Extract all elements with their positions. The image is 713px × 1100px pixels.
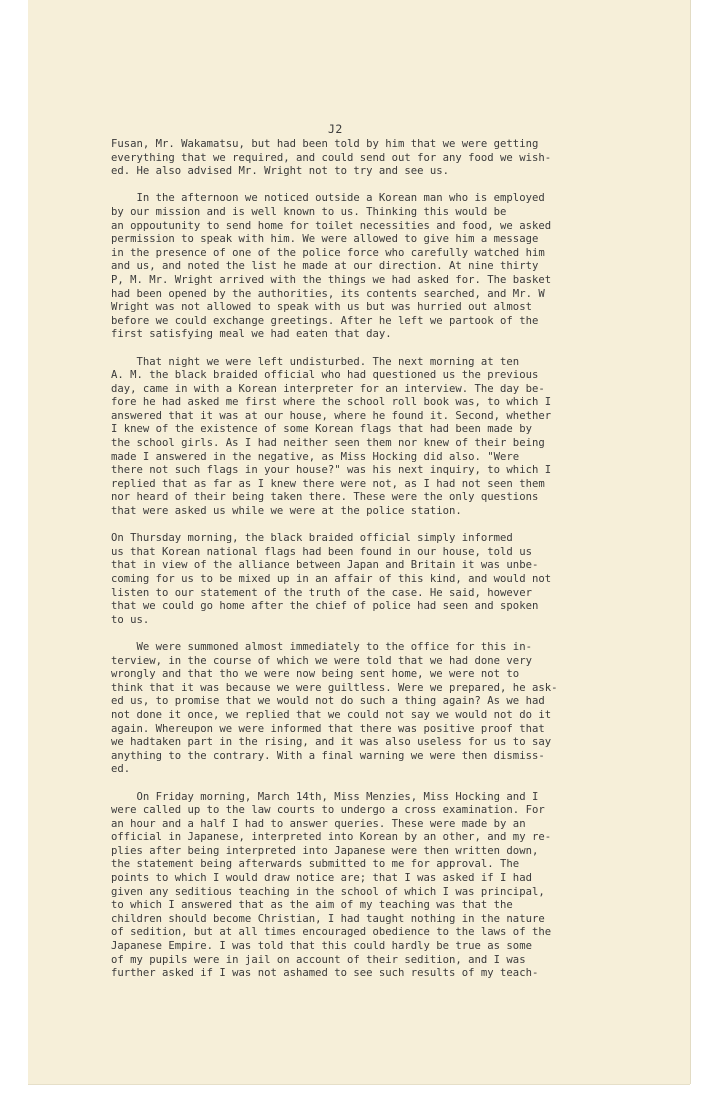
text-line: to which I answered that as the aim of my teaching was that the: [111, 899, 513, 912]
paragraph: [111, 138, 681, 179]
text-line: P, M. Mr. Wright arrived with the things we had asked for. The basket: [111, 273, 552, 286]
text-line: anything to the contrary. With a final warning we were then dismiss-: [111, 749, 545, 762]
text-line: of sedition, but at all times encouraged obedience to the laws of the: [111, 926, 552, 939]
text-line: permission to speak with him. We were allowed to give him a message: [111, 233, 539, 246]
text-line: to us.: [111, 613, 150, 626]
text-line: On Friday morning, March 14th, Miss Menzies, Miss Hocking and I: [111, 790, 539, 803]
text-line: an oppoutunity to send home for toilet necessities and food, we asked: [111, 219, 552, 232]
text-line: think that it was because we were guiltless. Were we prepared, he ask-: [111, 681, 558, 694]
text-line: not done it once, we replied that we could not say we would not do it: [111, 708, 552, 721]
text-line: official in Japanese, interpreted into Korean by an other, and my re-: [111, 831, 552, 844]
paragraph: [111, 192, 681, 342]
text-line: terview, in the course of which we were told that we had done very: [111, 654, 532, 667]
text-line: had been opened by the authorities, its contents searched, and Mr. W: [111, 287, 545, 300]
text-line: further asked if I was not ashamed to see such results of my teach-: [111, 967, 539, 980]
text-line: us that Korean national flags had been found in our house, told us: [111, 545, 532, 558]
paragraph: [111, 356, 681, 519]
text-line: On Thursday morning, the black braided official simply informed: [111, 532, 513, 545]
text-line: an hour and a half I had to answer queries. These were made by an: [111, 817, 526, 830]
text-line: A. M. the black braided official who had questioned us the previous: [111, 369, 539, 382]
text-line: ed. He also advised Mr. Wright not to try and see us.: [111, 165, 450, 178]
text-line: replied that as far as I knew there were not, as I had not seen them: [111, 477, 545, 490]
text-line: wrongly and that tho we were now being sent home, we were not to: [111, 668, 520, 681]
text-line: that in view of the alliance between Japan and Britain it was unbe-: [111, 559, 539, 572]
text-line: In the afternoon we noticed outside a Korean man who is employed: [111, 192, 545, 205]
text-line: and us, and noted the list he made at our direction. At nine thirty: [111, 260, 539, 273]
text-line: Fusan, Mr. Wakamatsu, but had been told by him that we were getting: [111, 138, 539, 150]
text-line: before we could exchange greetings. After he left we partook of the: [111, 314, 539, 327]
text-line: ed us, to promise that we would not do such a thing again? As we had: [111, 695, 545, 708]
paragraph: [111, 641, 681, 777]
text-line: everything that we required, and could send out for any food we wish-: [111, 151, 552, 164]
text-line: plies after being interpreted into Japanese were then written down,: [111, 844, 539, 857]
text-line: That night we were left undisturbed. The next morning at ten: [111, 355, 520, 368]
text-line: there not such flags in your house?" was his next inquiry, to which I: [111, 464, 552, 477]
text-line: by our mission and is well known to us. Thinking this would be: [111, 205, 507, 218]
text-line: We were summoned almost immediately to the office for this in-: [111, 640, 532, 653]
paragraph: [111, 791, 681, 981]
page-number: J2: [328, 122, 343, 136]
text-line: made I answered in the negative, as Miss Hocking did also. "Were: [111, 450, 520, 463]
text-line: listen to our statement of the truth of the case. He said, however: [111, 586, 532, 599]
text-line: the school girls. As I had neither seen them nor knew of their being: [111, 437, 545, 450]
text-line: given any seditious teaching in the school of which I was principal,: [111, 885, 545, 898]
text-line: I knew of the existence of some Korean flags that had been made by: [111, 423, 532, 436]
text-line: Japanese Empire. I was told that this could hardly be true as some: [111, 940, 532, 953]
text-line: points to which I would draw notice are; that I was asked if I had: [111, 872, 532, 885]
text-line: ed.: [111, 763, 131, 776]
text-line: in the presence of one of the police force who carefully watched him: [111, 246, 545, 259]
text-line: day, came in with a Korean interpreter for an interview. The day be-: [111, 382, 545, 395]
text-line: nor heard of their being taken there. These were the only questions: [111, 491, 539, 504]
text-line: that we could go home after the chief of police had seen and spoken: [111, 600, 539, 613]
text-line: that were asked us while we were at the police station.: [111, 505, 462, 518]
text-line: of my pupils were in jail on account of their sedition, and I was: [111, 953, 526, 966]
text-line: children should become Christian, I had taught nothing in the nature: [111, 912, 545, 925]
text-line: first satisfying meal we had eaten that day.: [111, 328, 392, 341]
text-line: again. Whereupon we were informed that there was positive proof that: [111, 722, 545, 735]
text-line: fore he had asked me first where the school roll book was, to which I: [111, 396, 552, 409]
text-line: coming for us to be mixed up in an affair of this kind, and would not: [111, 573, 552, 585]
text-line: the statement being afterwards submitted to me for approval. The: [111, 858, 520, 871]
text-line: we hadtaken part in the rising, and it was also useless for us to say: [111, 736, 552, 749]
text-line: answered that it was at our house, where he found it. Second, whether: [111, 409, 552, 422]
document-body: [111, 138, 681, 994]
document-page: [28, 0, 690, 1084]
text-line: Wright was not allowed to speak with us but was hurried out almost: [111, 301, 532, 314]
text-line: were called up to the law courts to undergo a cross examination. For: [111, 804, 545, 817]
paragraph: [111, 532, 681, 627]
